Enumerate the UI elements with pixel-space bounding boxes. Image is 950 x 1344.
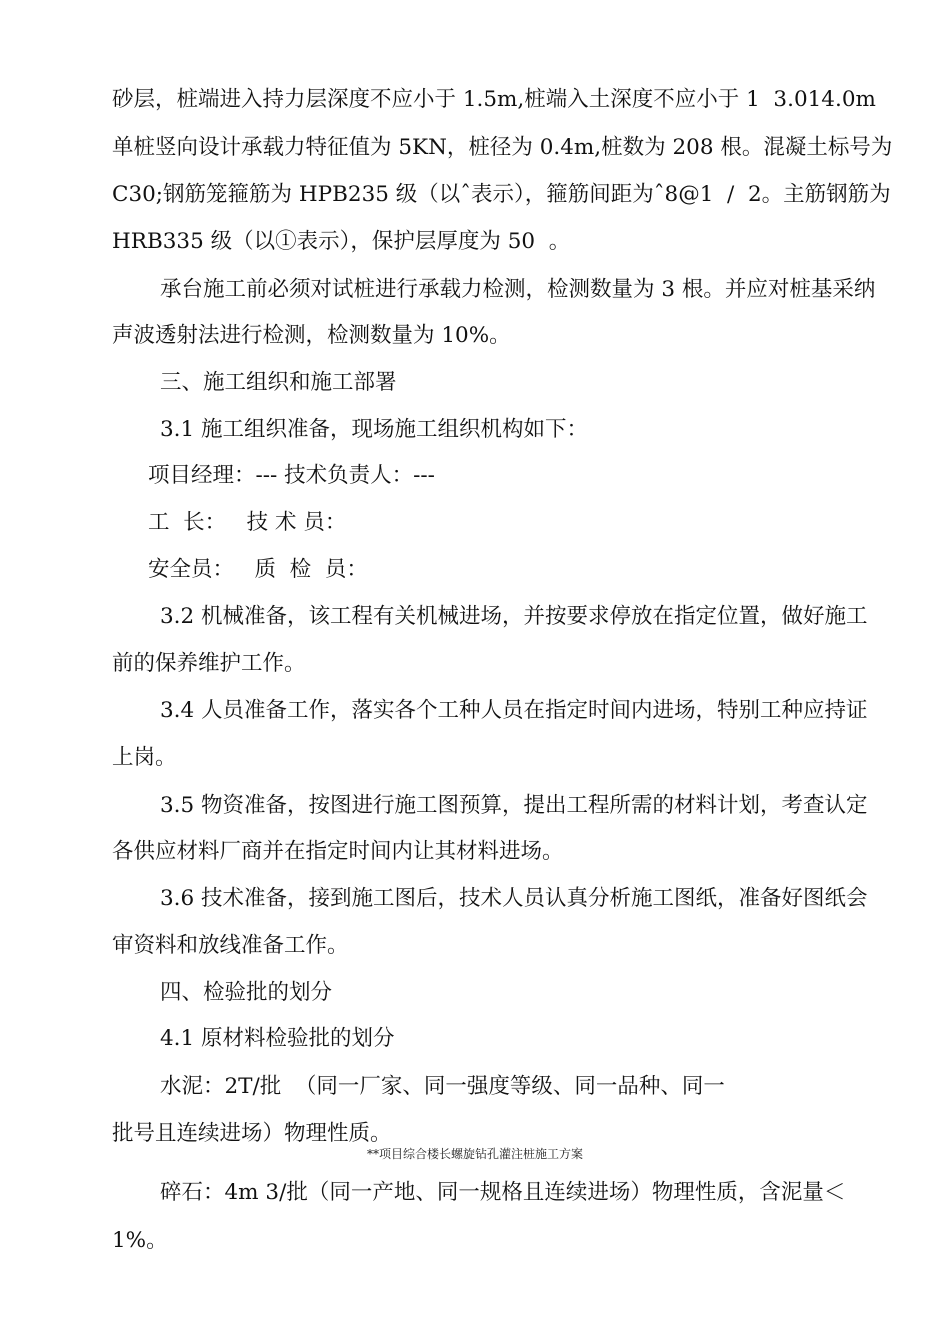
body-line: HRB335 级（以①表示），保护层厚度为 50 。 [112,229,571,254]
subsection-heading: 4.1 原材料检验批的划分 [160,1026,395,1051]
body-line: 1%。 [112,1228,168,1253]
body-line: 3.4 人员准备工作，落实各个工种人员在指定时间内进场，特别工种应持证 [160,698,868,723]
body-line: 3.2 机械准备，该工程有关机械进场，并按要求停放在指定位置，做好施工 [160,604,868,629]
section-heading: 四、检验批的划分 [160,980,333,1005]
body-line: 上岗。 [112,745,177,770]
body-line: 砂层，桩端进入持力层深度不应小于 1.5m,桩端入土深度不应小于 1 3.014.0m [112,87,876,112]
body-line: 工 长： 技 术 员： [148,510,347,535]
subsection-heading: 3.1 施工组织准备，现场施工组织机构如下： [160,417,589,442]
body-line: C30;钢筋笼箍筋为 HPB235 级（以ˆ表示），箍筋间距为ˆ8@1 / 2。主筋钢筋为 [112,182,891,207]
body-line: 碎石：4m 3/批（同一产地、同一规格且连续进场）物理性质，含泥量＜ [160,1180,846,1205]
body-line: 各供应材料厂商并在指定时间内让其材料进场。 [112,839,564,864]
body-line: 项目经理：--- 技术负责人：--- [148,463,435,488]
body-line: 审资料和放线准备工作。 [112,933,349,958]
body-line: 单桩竖向设计承载力特征值为 5KN，桩径为 0.4m,桩数为 208 根。混凝土标号为 [112,135,893,160]
body-line: 声波透射法进行检测，检测数量为 10%。 [112,323,511,348]
page-footer: **项目综合楼长螺旋钻孔灌注桩施工方案 [366,1147,583,1161]
body-line: 承台施工前必须对试桩进行承载力检测，检测数量为 3 根。并应对桩基采纳 [160,277,876,302]
body-line: 3.5 物资准备，按图进行施工图预算，提出工程所需的材料计划，考查认定 [160,793,868,818]
body-line: 前的保养维护工作。 [112,651,306,676]
body-line: 安全员： 质 检 员： [148,557,368,582]
body-line: 批号且连续进场）物理性质。 [112,1121,392,1146]
section-heading: 三、施工组织和施工部署 [160,370,397,395]
body-line: 水泥：2T/批 （同一厂家、同一强度等级、同一品种、同一 [160,1074,725,1099]
body-line: 3.6 技术准备，接到施工图后，技术人员认真分析施工图纸，准备好图纸会 [160,886,868,911]
